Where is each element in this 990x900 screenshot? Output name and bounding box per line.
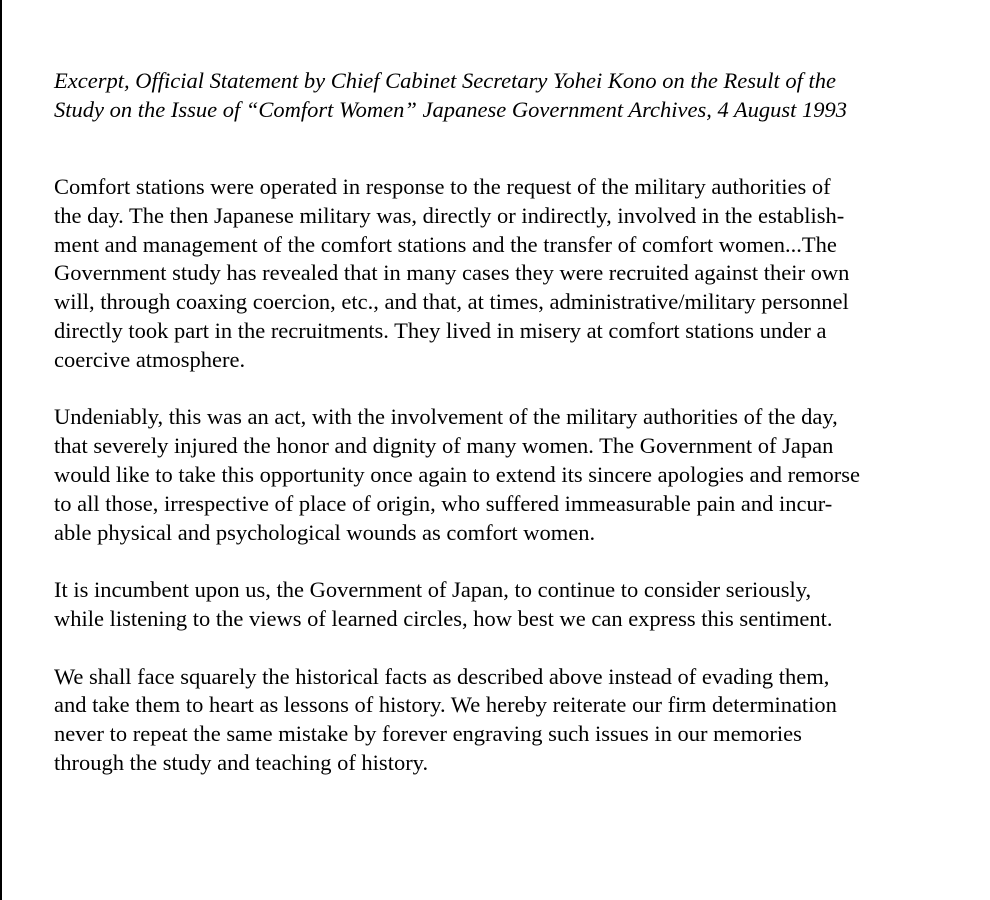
- text-line: directly took part in the recruitments. They lived in misery at comfort stations under a: [54, 317, 827, 343]
- text-line: Undeniably, this was an act, with the involvement of the military authorities of the day,: [54, 404, 838, 430]
- text-line: that severely injured the honor and dignity of many women. The Government of Japan: [54, 433, 834, 459]
- text-line: to all those, irrespective of place of origin, who suffered immeasurable pain and incur-: [54, 490, 833, 516]
- text-line: Comfort stations were operated in response to the request of the military authorities of: [54, 174, 831, 199]
- paragraph-apology: [54, 403, 984, 547]
- text-line: will, through coaxing coercion, etc., and that, at times, administrative/military personnel: [54, 289, 849, 315]
- text-line: We shall face squarely the historical facts as described above instead of evading them,: [54, 663, 830, 689]
- text-line: never to repeat the same mistake by forever engraving such issues in our memories: [54, 721, 802, 747]
- text-line: Government study has revealed that in many cases they were recruited against their own: [54, 260, 850, 286]
- text-line: ment and management of the comfort stations and the transfer of comfort women...The: [54, 231, 837, 257]
- text-line: able physical and psychological wounds as comfort women.: [54, 519, 596, 545]
- statement-body: [54, 173, 984, 807]
- paragraph-consideration: [54, 576, 984, 634]
- excerpt-heading: [54, 66, 984, 124]
- heading-line: Study on the Issue of “Comfort Women” Japanese Government Archives, 4 August 1993: [54, 97, 848, 122]
- text-line: coercive atmosphere.: [54, 346, 246, 372]
- text-line: would like to take this opportunity once again to extend its sincere apologies and remorse: [54, 461, 861, 487]
- text-line: through the study and teaching of history.: [54, 749, 429, 775]
- heading-line: Excerpt, Official Statement by Chief Cabinet Secretary Yohei Kono on the Result of the: [54, 68, 836, 93]
- paragraph-determination: [54, 663, 984, 778]
- text-line: It is incumbent upon us, the Government of Japan, to continue to consider seriously,: [54, 577, 812, 603]
- paragraph-comfort-stations: [54, 173, 984, 375]
- text-line: while listening to the views of learned circles, how best we can express this sentiment.: [54, 605, 833, 631]
- text-line: the day. The then Japanese military was, directly or indirectly, involved in the establish-: [54, 202, 845, 228]
- text-line: and take them to heart as lessons of history. We hereby reiterate our firm determination: [54, 692, 837, 718]
